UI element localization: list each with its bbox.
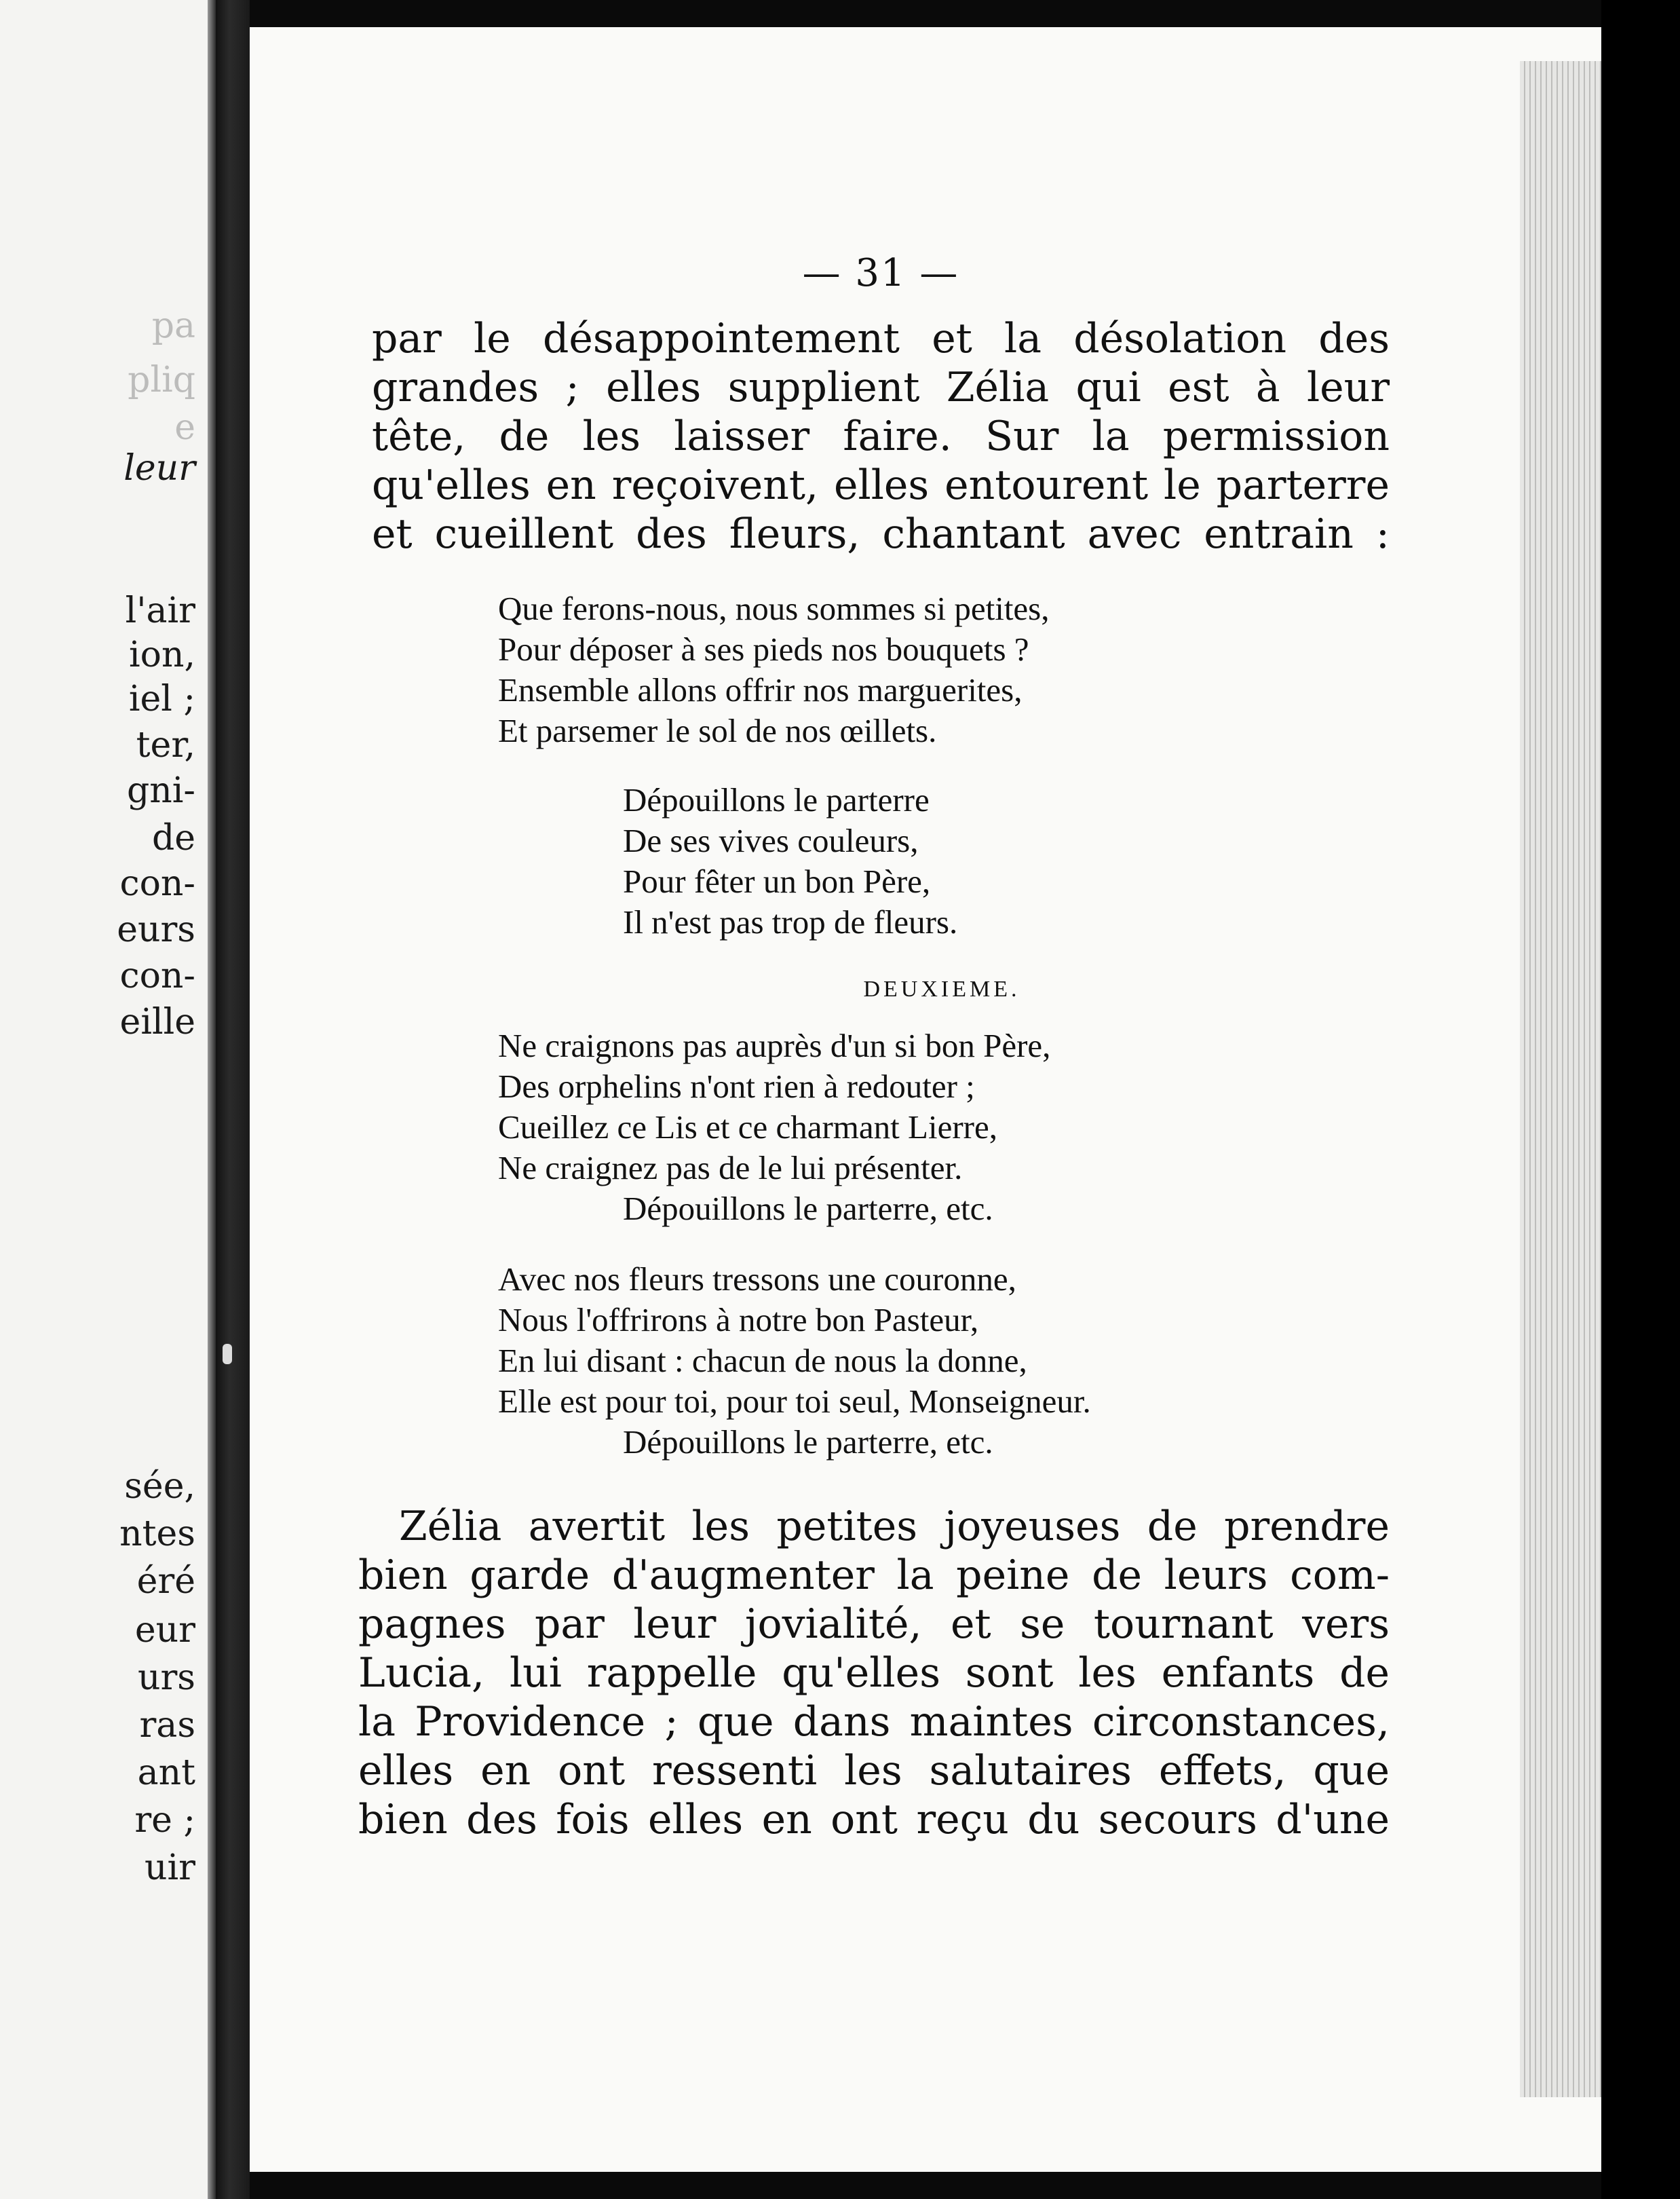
prose-line: Zélia avertit les petites joyeuses de prendre — [399, 1503, 1390, 1550]
left-page-line: eurs — [117, 909, 195, 950]
prose-line: elles en ont ressenti les salutaires effets, que — [358, 1747, 1390, 1794]
opening-paragraph — [372, 314, 1390, 559]
prose-line: par le désappointement et la désolation des — [372, 315, 1390, 362]
left-page-line: pa — [151, 305, 195, 346]
left-page-line: re ; — [134, 1800, 195, 1841]
left-page-line: eille — [119, 1002, 195, 1042]
verse-line: Ne craignez pas de le lui présenter. — [498, 1149, 963, 1186]
refrain-short: Dépouillons le parterre, etc. — [623, 1190, 993, 1227]
spine-shadow — [208, 0, 216, 2199]
left-page-line: leur — [123, 448, 195, 489]
verse-line: Cueillez ce Lis et ce charmant Lierre, — [498, 1108, 997, 1146]
verse-line: Dépouillons le parterre — [623, 781, 930, 819]
verse-line: Elle est pour toi, pour toi seul, Monseigneur. — [498, 1383, 1091, 1420]
prose-line: tête, de les laisser faire. Sur la permission — [372, 413, 1390, 460]
left-page-line: ras — [139, 1705, 195, 1746]
verse-line: Il n'est pas trop de fleurs. — [623, 903, 958, 941]
left-page-line: con- — [119, 863, 195, 904]
verse-line: Pour fêter un bon Père, — [623, 863, 931, 900]
verse-line: Nous l'offrirons à notre bon Pasteur, — [498, 1301, 979, 1338]
left-page-line: con- — [119, 956, 195, 996]
verse-line: Que ferons-nous, nous sommes si petites, — [498, 590, 1050, 627]
left-page-line: éré — [136, 1561, 195, 1602]
stanza-3 — [498, 1259, 1390, 1422]
verse-line: Ne craignons pas auprès d'un si bon Père, — [498, 1027, 1051, 1064]
verse-line: Pour déposer à ses pieds nos bouquets ? — [498, 631, 1029, 668]
prose-line: bien garde d'augmenter la peine de leurs com- — [358, 1552, 1390, 1599]
left-page-line: uir — [145, 1847, 195, 1888]
stanza-2 — [498, 1026, 1390, 1188]
page-number: — 31 — — [802, 251, 959, 295]
scan-top-edge — [250, 0, 1601, 27]
stanza-1 — [498, 588, 1390, 751]
verse-line: Ensemble allons offrir nos marguerites, — [498, 671, 1023, 709]
left-page-line: pliq — [128, 360, 195, 400]
left-page-line: e — [174, 407, 195, 448]
page-content — [358, 251, 1390, 1844]
right-page — [250, 0, 1601, 2199]
section-label: DEUXIEME. — [863, 977, 1020, 1002]
prose-line: bien des fois elles en ont reçu du secours d'une — [358, 1796, 1390, 1843]
prose-line: et cueillent des fleurs, chantant avec entrain : — [372, 510, 1390, 558]
left-page-line: l'air — [125, 590, 195, 631]
prose-line: grandes ; elles supplient Zélia qui est à leur — [372, 364, 1390, 411]
verse-line: En lui disant : chacun de nous la donne, — [498, 1342, 1027, 1379]
scan-bottom-edge — [250, 2172, 1601, 2199]
verse-line: Avec nos fleurs tressons une couronne, — [498, 1260, 1016, 1298]
left-page-line: ant — [137, 1752, 195, 1793]
book-gutter — [216, 0, 250, 2199]
prose-line: qu'elles en reçoivent, elles entourent le parterre — [372, 462, 1390, 509]
left-facing-page — [0, 0, 216, 2199]
left-page-line: ntes — [119, 1514, 195, 1554]
left-page-line: ion, — [129, 635, 195, 675]
verse-line: De ses vives couleurs, — [623, 822, 919, 859]
left-page-line: sée, — [124, 1466, 195, 1507]
closing-paragraph — [358, 1502, 1390, 1844]
left-page-line: urs — [137, 1657, 195, 1698]
left-page-line: gni- — [127, 770, 195, 811]
prose-line: la Providence ; que dans maintes circonstances, — [358, 1698, 1390, 1746]
prose-line: pagnes par leur jovialité, et se tournant vers — [358, 1600, 1390, 1648]
refrain-short: Dépouillons le parterre, etc. — [623, 1423, 993, 1461]
page-stack-edges — [1520, 61, 1601, 2097]
prose-line: Lucia, lui rappelle qu'elles sont les enfants de — [358, 1649, 1390, 1697]
verse-line: Des orphelins n'ont rien à redouter ; — [498, 1068, 975, 1105]
verse-line: Et parsemer le sol de nos œillets. — [498, 712, 937, 749]
binding-artifact — [223, 1344, 232, 1364]
left-page-line: de — [151, 818, 195, 859]
left-page-line: iel ; — [128, 679, 195, 719]
left-page-line: ter, — [136, 725, 195, 766]
refrain — [623, 780, 1390, 943]
left-page-line: eur — [134, 1610, 195, 1651]
